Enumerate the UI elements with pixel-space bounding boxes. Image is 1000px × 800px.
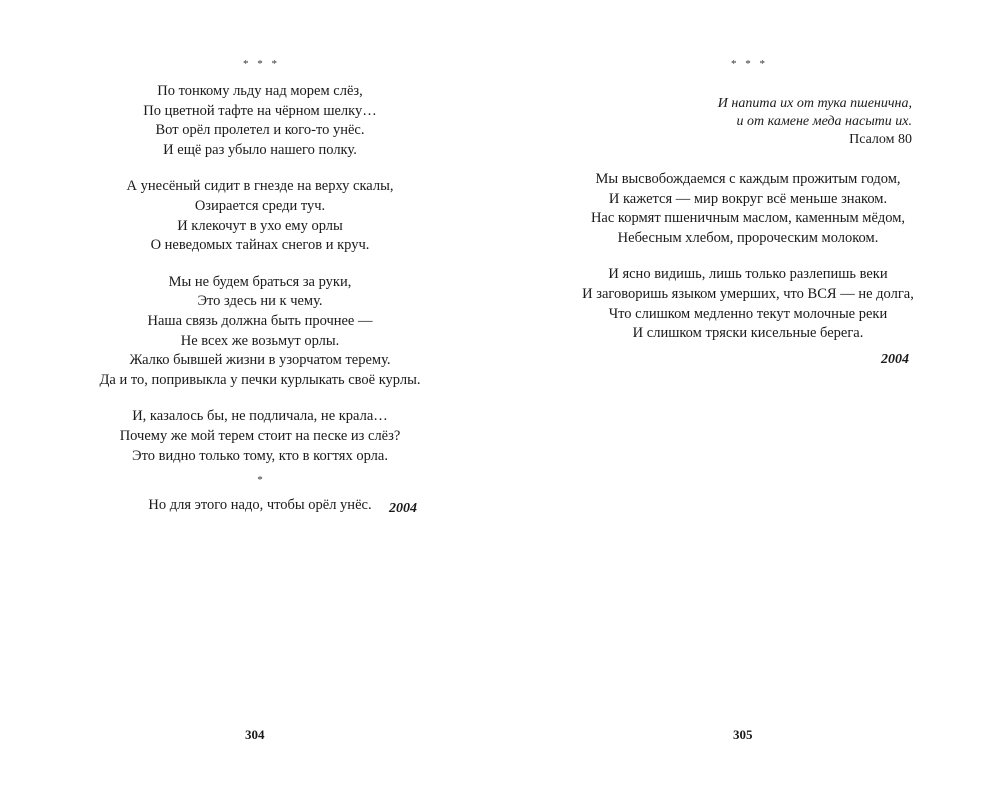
stanza — [70, 82, 450, 160]
epigraph-source: Псалом 80 — [849, 132, 912, 147]
verse-line: Это здесь ни к чему. — [197, 293, 323, 310]
right-page — [500, 0, 1000, 800]
poem-body — [70, 82, 450, 516]
epigraph-line: и от камене меда насыти их. — [736, 114, 912, 129]
poem-body — [540, 170, 956, 361]
verse-line: Да и то, попривыкла у печки курлыкать своё курлы. — [99, 371, 421, 388]
ornament-stars: * * * — [243, 58, 280, 70]
verse-line: И слишком тряски кисельные берега. — [632, 325, 864, 342]
verse-line: Жалко бывшей жизни в узорчатом терему. — [129, 352, 391, 369]
verse-line: По цветной тафте на чёрном шелку… — [143, 102, 377, 119]
verse-line: И, казалось бы, не подличала, не крала… — [132, 408, 388, 425]
stanza — [70, 407, 450, 466]
verse-line: Озирается среди туч. — [194, 197, 326, 214]
verse-line: Не всех же возьмут орлы. — [180, 332, 340, 349]
page-number: 305 — [733, 727, 753, 742]
section-separator: * — [257, 474, 263, 487]
verse-line: Нас кормят пшеничным маслом, каменным мёдом, — [590, 210, 906, 227]
verse-line: Мы не будем браться за руки, — [168, 273, 352, 290]
verse-line: О неведомых тайнах снегов и круч. — [150, 237, 370, 254]
verse-line: И заговоришь языком умерших, что ВСЯ — не долга, — [582, 285, 914, 302]
verse-line: Почему же мой терем стоит на песке из слёз? — [119, 427, 401, 444]
poem-year: 2004 — [881, 352, 909, 367]
verse-line: Наша связь должна быть прочнее — — [147, 312, 373, 329]
verse-line: И ясно видишь, лишь только разлепишь веки — [608, 266, 888, 283]
verse-line: Это видно только тому, кто в когтях орла. — [132, 447, 388, 464]
epigraph-line: И напита их от тука пшенична, — [717, 96, 912, 111]
poem-year: 2004 — [389, 501, 417, 516]
epigraph — [718, 95, 912, 131]
verse-line: Небесным хлебом, пророческим молоком. — [617, 229, 879, 246]
final-verse-line: Но для этого надо, чтобы орёл унёс. — [148, 497, 372, 514]
verse-line: И кажется — мир вокруг всё меньше знаком. — [608, 190, 888, 207]
verse-line: Мы высвобождаемся с каждым прожитым годом, — [595, 171, 901, 187]
stanza — [70, 177, 450, 255]
stanza — [540, 170, 956, 248]
stanza — [70, 273, 450, 391]
verse-line: И ещё раз убыло нашего полку. — [163, 141, 357, 158]
verse-line: По тонкому льду над морем слёз, — [157, 83, 363, 99]
stanza — [540, 265, 956, 343]
ornament-stars: * * * — [731, 58, 768, 70]
verse-line: Вот орёл пролетел и кого-то унёс. — [155, 122, 365, 139]
verse-line: Что слишком медленно текут молочные реки — [608, 305, 888, 322]
verse-line: А унесёный сидит в гнезде на верху скалы, — [126, 178, 394, 195]
page-number: 304 — [245, 727, 265, 742]
verse-line: И клекочут в ухо ему орлы — [177, 217, 343, 234]
